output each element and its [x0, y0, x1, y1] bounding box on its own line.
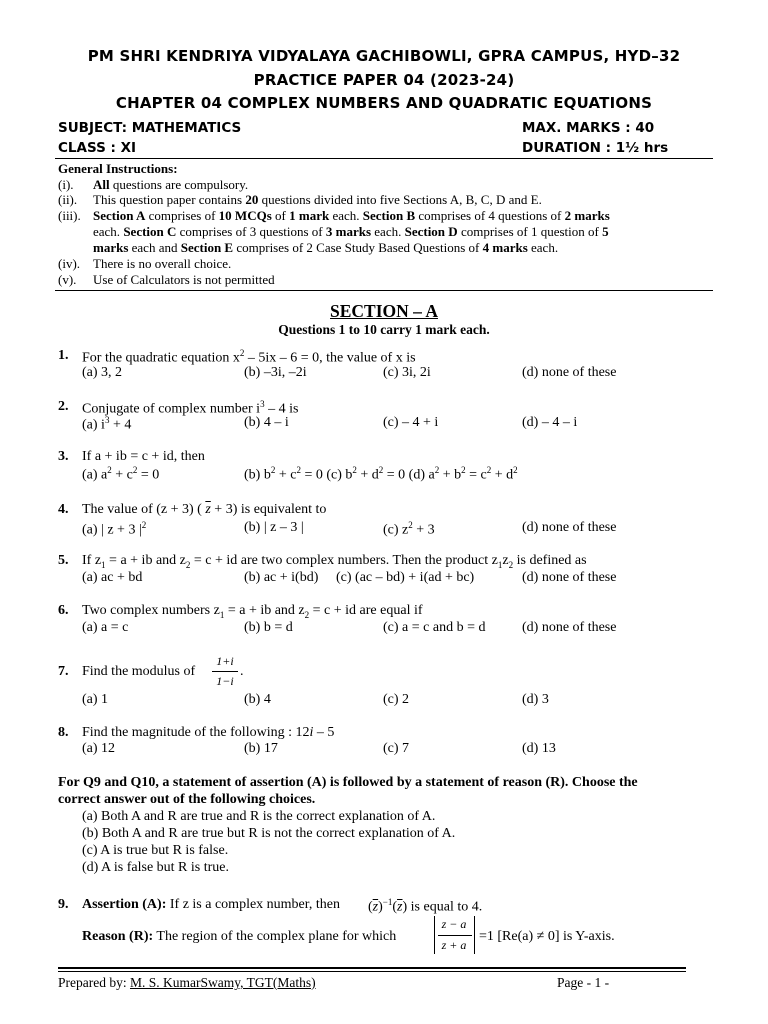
- reason: [82, 929, 396, 945]
- q-text-part: The value of (z + 3) (: [82, 502, 206, 517]
- question-number: 9.: [58, 897, 69, 912]
- q-sub: 1: [219, 609, 225, 620]
- question-text: [82, 348, 416, 367]
- option-b: (b) b = d: [244, 620, 293, 635]
- question-number: 5.: [58, 553, 69, 568]
- opt-part: + d: [356, 467, 379, 483]
- option-d: (d) none of these: [522, 620, 617, 635]
- reason-text: The region of the complex plane for which: [153, 929, 397, 944]
- instruction-ii-text-c: questions divided into five Sections A, B, C, D and E.: [258, 192, 542, 207]
- question-text: [82, 725, 334, 741]
- school-name: PM SHRI KENDRIYA VIDYALAYA GACHIBOWLI, GPRA CAMPUS, HYD–32: [87, 47, 681, 65]
- opt-part: + d: [491, 467, 514, 483]
- q-sub: 2: [508, 559, 514, 570]
- text-run: comprises of 1 question of: [457, 224, 603, 239]
- instruction-ii-bold: 20: [245, 192, 259, 207]
- instructions-title: General Instructions:: [58, 161, 178, 176]
- text-run: of: [271, 208, 290, 223]
- assertion-text: If z is a complex number, then: [166, 897, 340, 912]
- opt-part: (a) a: [82, 467, 108, 483]
- question-number: 7.: [58, 664, 69, 679]
- q-text-part: – 5ix – 6 = 0, the value of x is: [244, 350, 416, 366]
- opt-part: = c: [465, 467, 487, 483]
- instruction-iii-line2: [93, 224, 609, 240]
- ar-choice-d: (d) A is false but R is true.: [82, 860, 229, 875]
- text-run: comprises of 2 Case Study Based Questions of: [233, 240, 483, 255]
- bold-text-run: Section A: [93, 208, 146, 223]
- max-marks: MAX. MARKS : 40: [522, 120, 655, 136]
- option-a: [82, 415, 131, 434]
- opt-part: = 0: [137, 467, 160, 483]
- reason-fraction-denominator: z + a: [441, 938, 467, 952]
- reason-fraction-numerator: z − a: [441, 917, 467, 931]
- question-number: 3.: [58, 449, 69, 464]
- q-sup: 2: [239, 348, 245, 358]
- opt-part: + c: [275, 467, 297, 483]
- opt-part: (a) i: [82, 417, 105, 433]
- opt-sup: 2: [132, 465, 138, 475]
- option-a: (a) a = c: [82, 620, 129, 635]
- question-number: 2.: [58, 399, 69, 414]
- header-divider: [55, 158, 713, 159]
- option-a: (a) 3, 2: [82, 365, 123, 380]
- section-title: SECTION – A: [330, 301, 438, 321]
- question-text: Find the modulus of: [82, 664, 196, 679]
- option-a: (a) 1: [82, 692, 109, 707]
- opt-sup: 2: [378, 465, 384, 475]
- ar-heading-line1: For Q9 and Q10, a statement of assertion (A) is followed by a statement of reason (R). Choose the: [58, 775, 638, 790]
- opt-part: = 0 (c) b: [300, 467, 353, 483]
- q-sub: 1: [101, 559, 106, 570]
- question-number: 6.: [58, 603, 69, 618]
- author-name: M. S. KumarSwamy, TGT(Maths): [129, 975, 316, 990]
- expr-part: (: [368, 899, 373, 915]
- q-text-part: + 3) is equivalent to: [210, 502, 327, 517]
- fraction-numerator: 1+i: [216, 654, 234, 668]
- ar-heading-line2: correct answer out of the following choices.: [58, 792, 316, 807]
- text-run: comprises of 3 questions of: [176, 224, 326, 239]
- q-text-part: Two complex numbers z: [82, 603, 220, 618]
- instruction-i-number: (i).: [58, 177, 74, 192]
- paper-title: PRACTICE PAPER 04 (2023-24): [253, 71, 515, 89]
- abs-bar-left: [434, 916, 435, 954]
- imaginary-unit: i: [309, 725, 314, 740]
- z-bar: $\overline{z}$: [372, 899, 379, 915]
- q-sub: 1: [497, 559, 503, 570]
- option-d: (d) none of these: [522, 520, 617, 535]
- instruction-ii-text-a: This question paper contains: [93, 192, 246, 207]
- q-sub: 2: [304, 609, 310, 620]
- instruction-iii-number: (iii).: [58, 208, 81, 223]
- text-run: comprises of: [145, 208, 219, 223]
- opt-sup: 2: [486, 465, 492, 475]
- opt-part: = 0 (d) a: [383, 467, 435, 483]
- chapter-title: CHAPTER 04 COMPLEX NUMBERS AND QUADRATIC EQUATIONS: [115, 94, 653, 112]
- instruction-i-text: questions are compulsory.: [109, 177, 249, 192]
- q-text-part: = a + ib and z: [224, 603, 305, 618]
- assertion-expression: [368, 897, 482, 916]
- ar-choice-a: (a) Both A and R are true and R is the correct explanation of A.: [82, 809, 436, 824]
- instruction-ii-number: (ii).: [58, 192, 78, 207]
- q-text-part: = c + id are equal if: [309, 603, 423, 618]
- option-b: (b) ac + i(bd): [244, 570, 319, 585]
- opt-part: (a) | z + 3 |: [82, 522, 142, 538]
- q-text-part: – 4 is: [264, 401, 299, 417]
- q-text-part: For the quadratic equation x: [82, 350, 240, 366]
- bold-text-run: Section D: [404, 224, 458, 239]
- instruction-v: Use of Calculators is not permitted: [93, 272, 275, 287]
- option-a: [82, 465, 159, 484]
- opt-sup: 2: [270, 465, 276, 475]
- expr-part: ): [402, 899, 408, 915]
- q-text-part: = c + id are two complex numbers. Then the product z: [190, 553, 498, 568]
- expr-sup: −1: [382, 897, 393, 907]
- instruction-i-bold: All: [93, 177, 110, 192]
- bold-text-run: 1 mark: [289, 208, 330, 223]
- opt-sup: 2: [408, 520, 413, 530]
- option-c: (c) – 4 + i: [383, 415, 439, 430]
- option-b: (b) –3i, –2i: [244, 365, 307, 380]
- assertion: [82, 897, 340, 913]
- opt-sup: 3: [104, 415, 110, 425]
- page-number: Page - 1 -: [557, 975, 610, 990]
- footer-prepared-by: [58, 975, 316, 991]
- opt-sup: 2: [107, 465, 112, 475]
- opt-sup: 2: [513, 465, 518, 475]
- question-text: If a + ib = c + id, then: [82, 449, 205, 464]
- reason-label: Reason (R):: [82, 929, 154, 944]
- option-b: (b) | z – 3 |: [244, 520, 304, 535]
- instruction-iii-line3: [93, 240, 558, 256]
- ar-choice-b: (b) Both A and R are true but R is not the correct explanation of A.: [82, 826, 456, 841]
- subject-label: SUBJECT: MATHEMATICS: [58, 120, 242, 136]
- class-label: CLASS : XI: [58, 140, 137, 156]
- question-number: 8.: [58, 725, 69, 740]
- option-a: (a) 12: [82, 741, 116, 756]
- assertion-label: Assertion (A):: [82, 897, 167, 912]
- bold-text-run: 3 marks: [325, 224, 372, 239]
- opt-part: (c) z: [383, 522, 409, 538]
- q-text-part: If z: [82, 553, 102, 568]
- question-text: [82, 553, 587, 570]
- reason-fraction-bar: [438, 935, 472, 936]
- option-b: (b) 4: [244, 692, 271, 707]
- opt-part: + 4: [109, 417, 132, 433]
- z-bar: $\overline{z}$: [205, 502, 211, 517]
- text-run: each.: [371, 224, 405, 239]
- opt-sup: 2: [296, 465, 301, 475]
- opt-sup: 2: [434, 465, 440, 475]
- question-text: [82, 603, 423, 620]
- instruction-ii: [93, 192, 542, 208]
- text-run: each.: [527, 240, 559, 255]
- question-number: 1.: [58, 348, 69, 363]
- question-number: 4.: [58, 502, 69, 517]
- option-d: (d) none of these: [522, 570, 617, 585]
- q-text-part: is defined as: [513, 553, 587, 568]
- bold-text-run: Section E: [180, 240, 234, 255]
- q-text-part: = a + ib and z: [105, 553, 186, 568]
- bold-text-run: 5: [602, 224, 609, 239]
- option-b: (b) 4 – i: [244, 415, 289, 430]
- option-c: (c) (ac – bd) + i(ad + bc): [336, 570, 475, 585]
- z-bar: $\overline{z}$: [397, 899, 403, 915]
- option-c: [383, 520, 435, 539]
- options-b-c-d: [244, 465, 518, 484]
- text-run: comprises of 4 questions of: [415, 208, 565, 223]
- q-text-part: – 5: [313, 725, 335, 740]
- q-text-part: Conjugate of complex number i: [82, 401, 261, 417]
- q-sup: 3: [260, 399, 265, 409]
- duration: DURATION : 1½ hrs: [522, 140, 669, 156]
- option-a: [82, 520, 146, 539]
- instruction-v-number: (v).: [58, 272, 77, 287]
- opt-sup: 2: [141, 520, 147, 530]
- opt-part: (b) b: [244, 467, 271, 483]
- footer-rule-thin: [58, 971, 686, 972]
- opt-part: + c: [111, 467, 133, 483]
- bold-text-run: Section C: [123, 224, 177, 239]
- question-text: [82, 502, 326, 518]
- option-d: (d) 13: [522, 741, 556, 756]
- footer-rule-thick: [58, 967, 686, 969]
- option-c: (c) 2: [383, 692, 410, 707]
- opt-part: + b: [439, 467, 462, 483]
- instruction-iv: There is no overall choice.: [93, 256, 232, 271]
- option-d: (d) none of these: [522, 365, 617, 380]
- abs-bar-right: [474, 916, 475, 954]
- reason-end: =1 [Re(a) ≠ 0] is Y-axis.: [479, 929, 615, 944]
- option-d: (d) 3: [522, 692, 549, 707]
- bold-text-run: 2 marks: [564, 208, 610, 223]
- instructions-divider: [55, 290, 713, 291]
- option-c: (c) a = c and b = d: [383, 620, 486, 635]
- opt-sup: 2: [352, 465, 357, 475]
- bold-text-run: marks: [93, 240, 129, 255]
- prepared-label: Prepared by:: [58, 975, 130, 990]
- fraction-bar: [212, 671, 238, 672]
- opt-sup: 2: [461, 465, 466, 475]
- expr-part: (: [392, 899, 398, 915]
- option-c: (c) 7: [383, 741, 410, 756]
- q-text-part: Find the magnitude of the following : 12: [82, 725, 310, 740]
- expr-part: ): [378, 899, 383, 915]
- text-run: each.: [329, 208, 363, 223]
- option-d: (d) – 4 – i: [522, 415, 578, 430]
- opt-part: + 3: [412, 522, 435, 538]
- bold-text-run: 4 marks: [482, 240, 528, 255]
- option-b: (b) 17: [244, 741, 278, 756]
- instruction-i: [93, 177, 248, 193]
- text-run: each.: [93, 224, 124, 239]
- q-sub: 2: [185, 559, 191, 570]
- bold-text-run: 10 MCQs: [218, 208, 272, 223]
- bold-text-run: Section B: [362, 208, 416, 223]
- text-run: each and: [128, 240, 181, 255]
- section-subtitle: Questions 1 to 10 carry 1 mark each.: [278, 322, 490, 337]
- instruction-iv-number: (iv).: [58, 256, 81, 271]
- option-c: (c) 3i, 2i: [383, 365, 431, 380]
- option-a: (a) ac + bd: [82, 570, 143, 585]
- fraction-period: .: [240, 664, 244, 679]
- q-text-part: z: [502, 553, 509, 568]
- instruction-iii-line1: [93, 208, 610, 224]
- assertion-end: is equal to 4.: [407, 899, 483, 915]
- fraction-denominator: 1−i: [216, 674, 234, 688]
- ar-choice-c: (c) A is true but R is false.: [82, 843, 229, 858]
